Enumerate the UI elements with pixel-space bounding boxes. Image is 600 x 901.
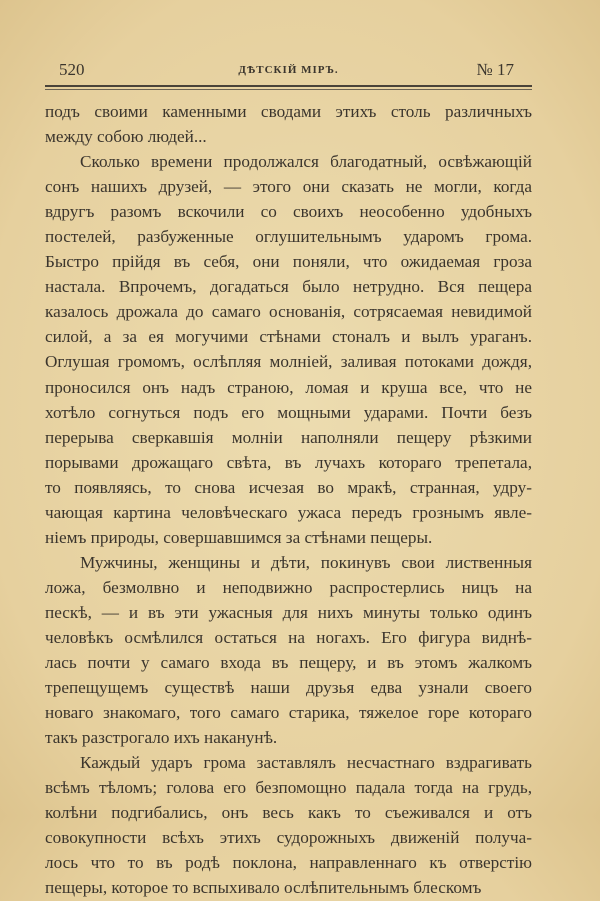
page-number: 520 <box>59 60 85 79</box>
paragraph <box>45 99 532 149</box>
text-line: порывами дрожащаго свѣта, въ лучахъ котораго трепетала, <box>45 452 532 472</box>
text-line: новаго знакомаго, того самаго старика, тяжелое горе котораго <box>45 703 532 723</box>
text-line: вдругъ разомъ вскочили со своихъ неособенно удобныхъ <box>45 202 532 222</box>
text-line: такъ разстрогало ихъ наканунѣ. <box>45 728 278 748</box>
text-line: Сколько времени продолжался благодатный, освѣжающій <box>80 152 532 172</box>
text-line: всѣмъ тѣломъ; голова его безпомощно падала тогда на грудь, <box>45 778 532 798</box>
page-body-text <box>45 99 532 901</box>
text-line: проносился онъ надъ страною, ломая и круша все, что не <box>45 377 532 397</box>
paragraph <box>45 149 532 550</box>
text-line: Каждый ударъ грома заставлялъ несчастнаго вздрагивать <box>80 753 532 773</box>
text-line: лась почти у самаго входа въ пещеру, и въ этомъ жалкомъ <box>45 653 532 673</box>
header-rule <box>45 85 532 87</box>
text-line: пескѣ, — и въ эти ужасныя для нихъ минуты только одинъ <box>45 602 532 622</box>
text-line: сонъ нашихъ друзей, — этого они сказать не могли, когда <box>45 177 532 197</box>
text-line: настала. Впрочемъ, догадаться было нетрудно. Вся пещера <box>45 277 532 297</box>
text-line: ложа, безмолвно и неподвижно распростерлись ницъ на <box>45 577 532 597</box>
text-line: чающая картина человѣческаго ужаса передъ грознымъ явле- <box>45 502 532 522</box>
header-rule-thin <box>45 89 532 90</box>
text-line: совокупности всѣхъ этихъ судорожныхъ движеній получа- <box>45 828 532 848</box>
text-line: Оглушая громомъ, ослѣпляя молніей, заливая потоками дождя, <box>45 352 532 372</box>
issue-number: № 17 <box>476 60 514 79</box>
text-line: колѣни подгибались, онъ весь какъ то съеживался и отъ <box>45 803 532 823</box>
text-line: казалось дрожала до самаго основанія, сотрясаемая невидимой <box>45 302 532 322</box>
text-line: трепещущемъ существѣ наши друзья едва узнали своего <box>45 678 532 698</box>
text-line: Мужчины, женщины и дѣти, покинувъ свои лиственныя <box>80 552 532 572</box>
text-line: ніемъ природы, совершавшимся за стѣнами пещеры. <box>45 527 433 547</box>
text-line: подъ своими каменными сводами этихъ столь различныхъ <box>45 102 532 121</box>
text-line: перерыва сверкавшія молніи наполняли пещеру рѣзкими <box>45 427 532 447</box>
text-line: лось что то въ родѣ поклона, направленнаго къ отверстію <box>45 853 532 873</box>
text-line: постелей, разбуженные оглушительнымъ ударомъ грома. <box>45 227 532 247</box>
text-line: Быстро прійдя въ себя, они поняли, что ожидаемая гроза <box>45 252 532 272</box>
paragraph <box>45 750 532 900</box>
text-line: то появляясь, то снова исчезая во мракѣ, странная, удру- <box>45 477 532 497</box>
text-line: человѣкъ осмѣлился остаться на ногахъ. Его фигура виднѣ- <box>45 627 532 647</box>
text-line: пещеры, которое то вспыхивало ослѣпительнымъ блескомъ <box>45 878 482 898</box>
paragraph <box>45 550 532 750</box>
text-line: хотѣло согнуться подъ его мощными ударами. Почти безъ <box>45 402 532 422</box>
text-line: силой, а за ея могучими стѣнами стоналъ и вылъ ураганъ. <box>45 327 532 347</box>
journal-title: ДѢТСКІЙ МІРЪ. <box>238 64 339 76</box>
running-header <box>45 60 532 82</box>
text-line: между собою людей... <box>45 127 207 147</box>
